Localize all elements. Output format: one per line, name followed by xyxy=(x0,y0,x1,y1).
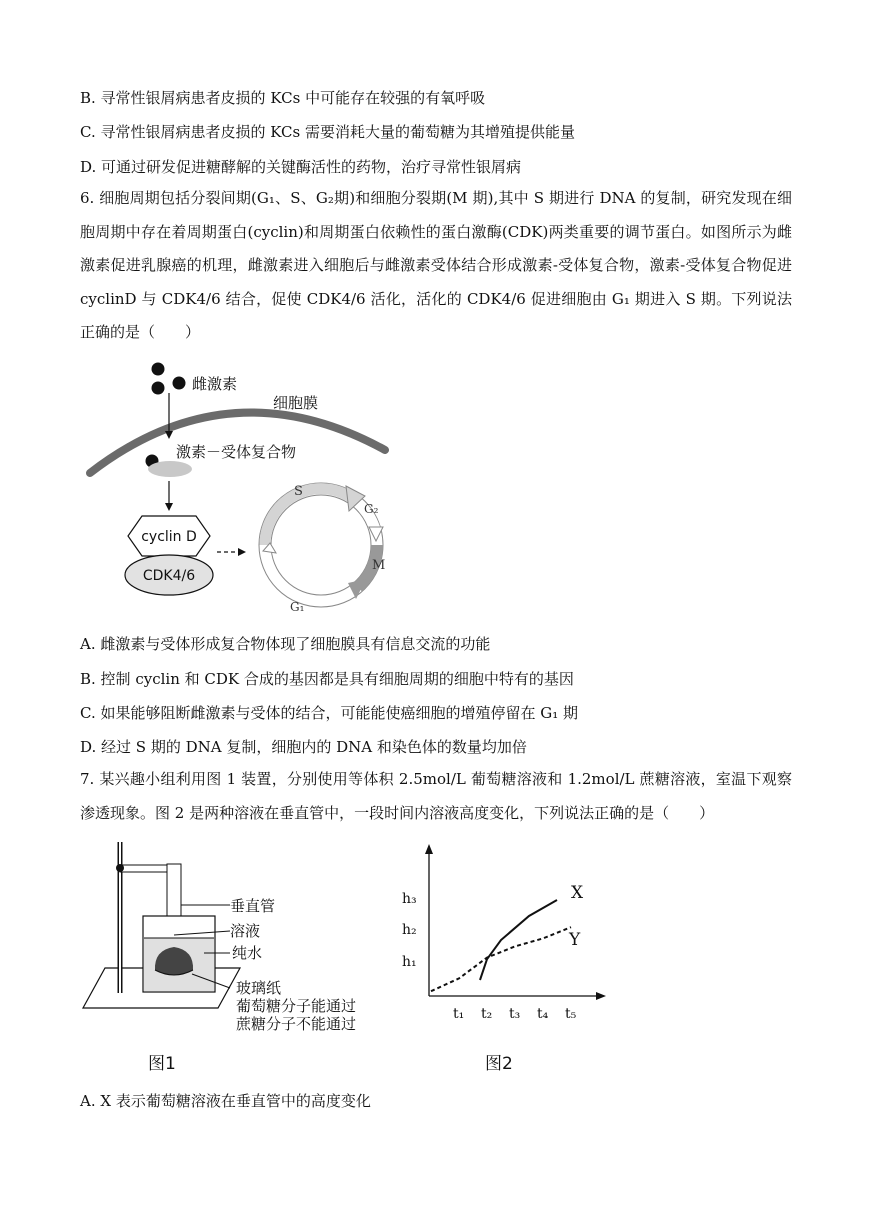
estrogen-dot xyxy=(152,382,165,395)
xtick-t1: t₁ xyxy=(453,1006,465,1022)
estrogen-dot xyxy=(152,363,165,376)
ytick-h2: h₂ xyxy=(402,922,417,938)
xtick-t5: t₅ xyxy=(565,1006,577,1022)
arrow-down-icon xyxy=(165,431,173,439)
fig1-caption: 图1 xyxy=(148,1054,176,1074)
glucose-note: 葡萄糖分子能通过 xyxy=(236,997,357,1015)
tube-label: 垂直管 xyxy=(230,897,276,915)
series-x-line xyxy=(480,900,557,980)
height-change-chart xyxy=(395,838,620,1078)
cellophane-label: 玻璃纸 xyxy=(236,979,282,997)
osmosis-apparatus-figure xyxy=(80,838,390,1078)
solution-label: 溶液 xyxy=(230,922,261,940)
water-label: 纯水 xyxy=(232,944,263,962)
ytick-h1: h₁ xyxy=(402,954,417,970)
arrow-right-icon xyxy=(238,548,246,556)
q6-option-d: D. 经过 S 期的 DNA 复制，细胞内的 DNA 和染色体的数量均加倍 xyxy=(80,738,527,756)
q6-option-c: C. 如果能够阻断雌激素与受体的结合，可能能使癌细胞的增殖停留在 G₁ 期 xyxy=(80,704,579,722)
series-y-label: Y xyxy=(569,930,581,950)
q5-option-d: D. 可通过研发促进糖酵解的关键酶活性的药物，治疗寻常性银屑病 xyxy=(80,158,522,176)
fig2-caption: 图2 xyxy=(485,1054,513,1074)
xtick-t3: t₃ xyxy=(509,1006,521,1022)
phase-g1-label: G₁ xyxy=(290,600,305,614)
estrogen-label: 雌激素 xyxy=(192,375,238,393)
q7-option-a: A. X 表示葡萄糖溶液在垂直管中的高度变化 xyxy=(80,1092,371,1110)
q5-option-b: B. 寻常性银屑病患者皮损的 KCs 中可能存在较强的有氧呼吸 xyxy=(80,89,486,107)
membrane-label: 细胞膜 xyxy=(273,394,319,412)
q6-option-a: A. 雌激素与受体形成复合物体现了细胞膜具有信息交流的功能 xyxy=(80,635,491,653)
q7-stem: 7. 某兴趣小组利用图 1 装置，分别使用等体积 2.5mol/L 葡萄糖溶液和 1.2mol/L 蔗糖溶液，室温下观察渗透现象。图 2 是两种溶液在垂直管中，一段时间内溶液高度变化，下列说法正确的是（ ） xyxy=(80,770,792,822)
phase-m-label: M xyxy=(372,558,386,573)
xtick-t2: t₂ xyxy=(481,1006,493,1022)
cdk-label: CDK4/6 xyxy=(142,568,196,584)
cyclin-d-label: cyclin D xyxy=(141,529,197,545)
cell-cycle-figure xyxy=(80,355,410,630)
complex-label: 激素－受体复合物 xyxy=(176,443,297,461)
series-x-label: X xyxy=(571,883,584,903)
arrow-down-icon xyxy=(165,503,173,511)
xtick-t4: t₄ xyxy=(537,1006,549,1022)
q5-option-c: C. 寻常性银屑病患者皮损的 KCs 需要消耗大量的葡萄糖为其增殖提供能量 xyxy=(80,123,575,141)
phase-g2-label: G₂ xyxy=(364,502,379,516)
receptor xyxy=(148,461,192,477)
q6-stem: 6. 细胞周期包括分裂间期(G₁、S、G₂期)和细胞分裂期(M 期),其中 S 期进行 DNA 的复制，研究发现在细胞周期中存在着周期蛋白(cyclin)和周期蛋白依赖性的蛋白激酶(CDK)两类重要的调节蛋白。如图所示为雌激素促进乳腺癌的机理，雌激素进入细胞后与雌激素受体结合形成激素-受体复合物，激素-受体复合物促进 cyclinD 与 CDK4/6 结合，促使 CDK4/6 活化，活化的 CDK4/6 促进细胞由 G₁ 期进入 S 期。下列说法正确的是（ ） xyxy=(80,189,792,341)
estrogen-dot xyxy=(173,377,186,390)
phase-s-label: S xyxy=(294,484,303,499)
sucrose-note: 蔗糖分子不能通过 xyxy=(236,1015,357,1033)
q6-option-b: B. 控制 cyclin 和 CDK 合成的基因都是具有细胞周期的细胞中特有的基因 xyxy=(80,670,574,688)
series-y-line xyxy=(431,927,571,991)
ytick-h3: h₃ xyxy=(402,891,417,907)
